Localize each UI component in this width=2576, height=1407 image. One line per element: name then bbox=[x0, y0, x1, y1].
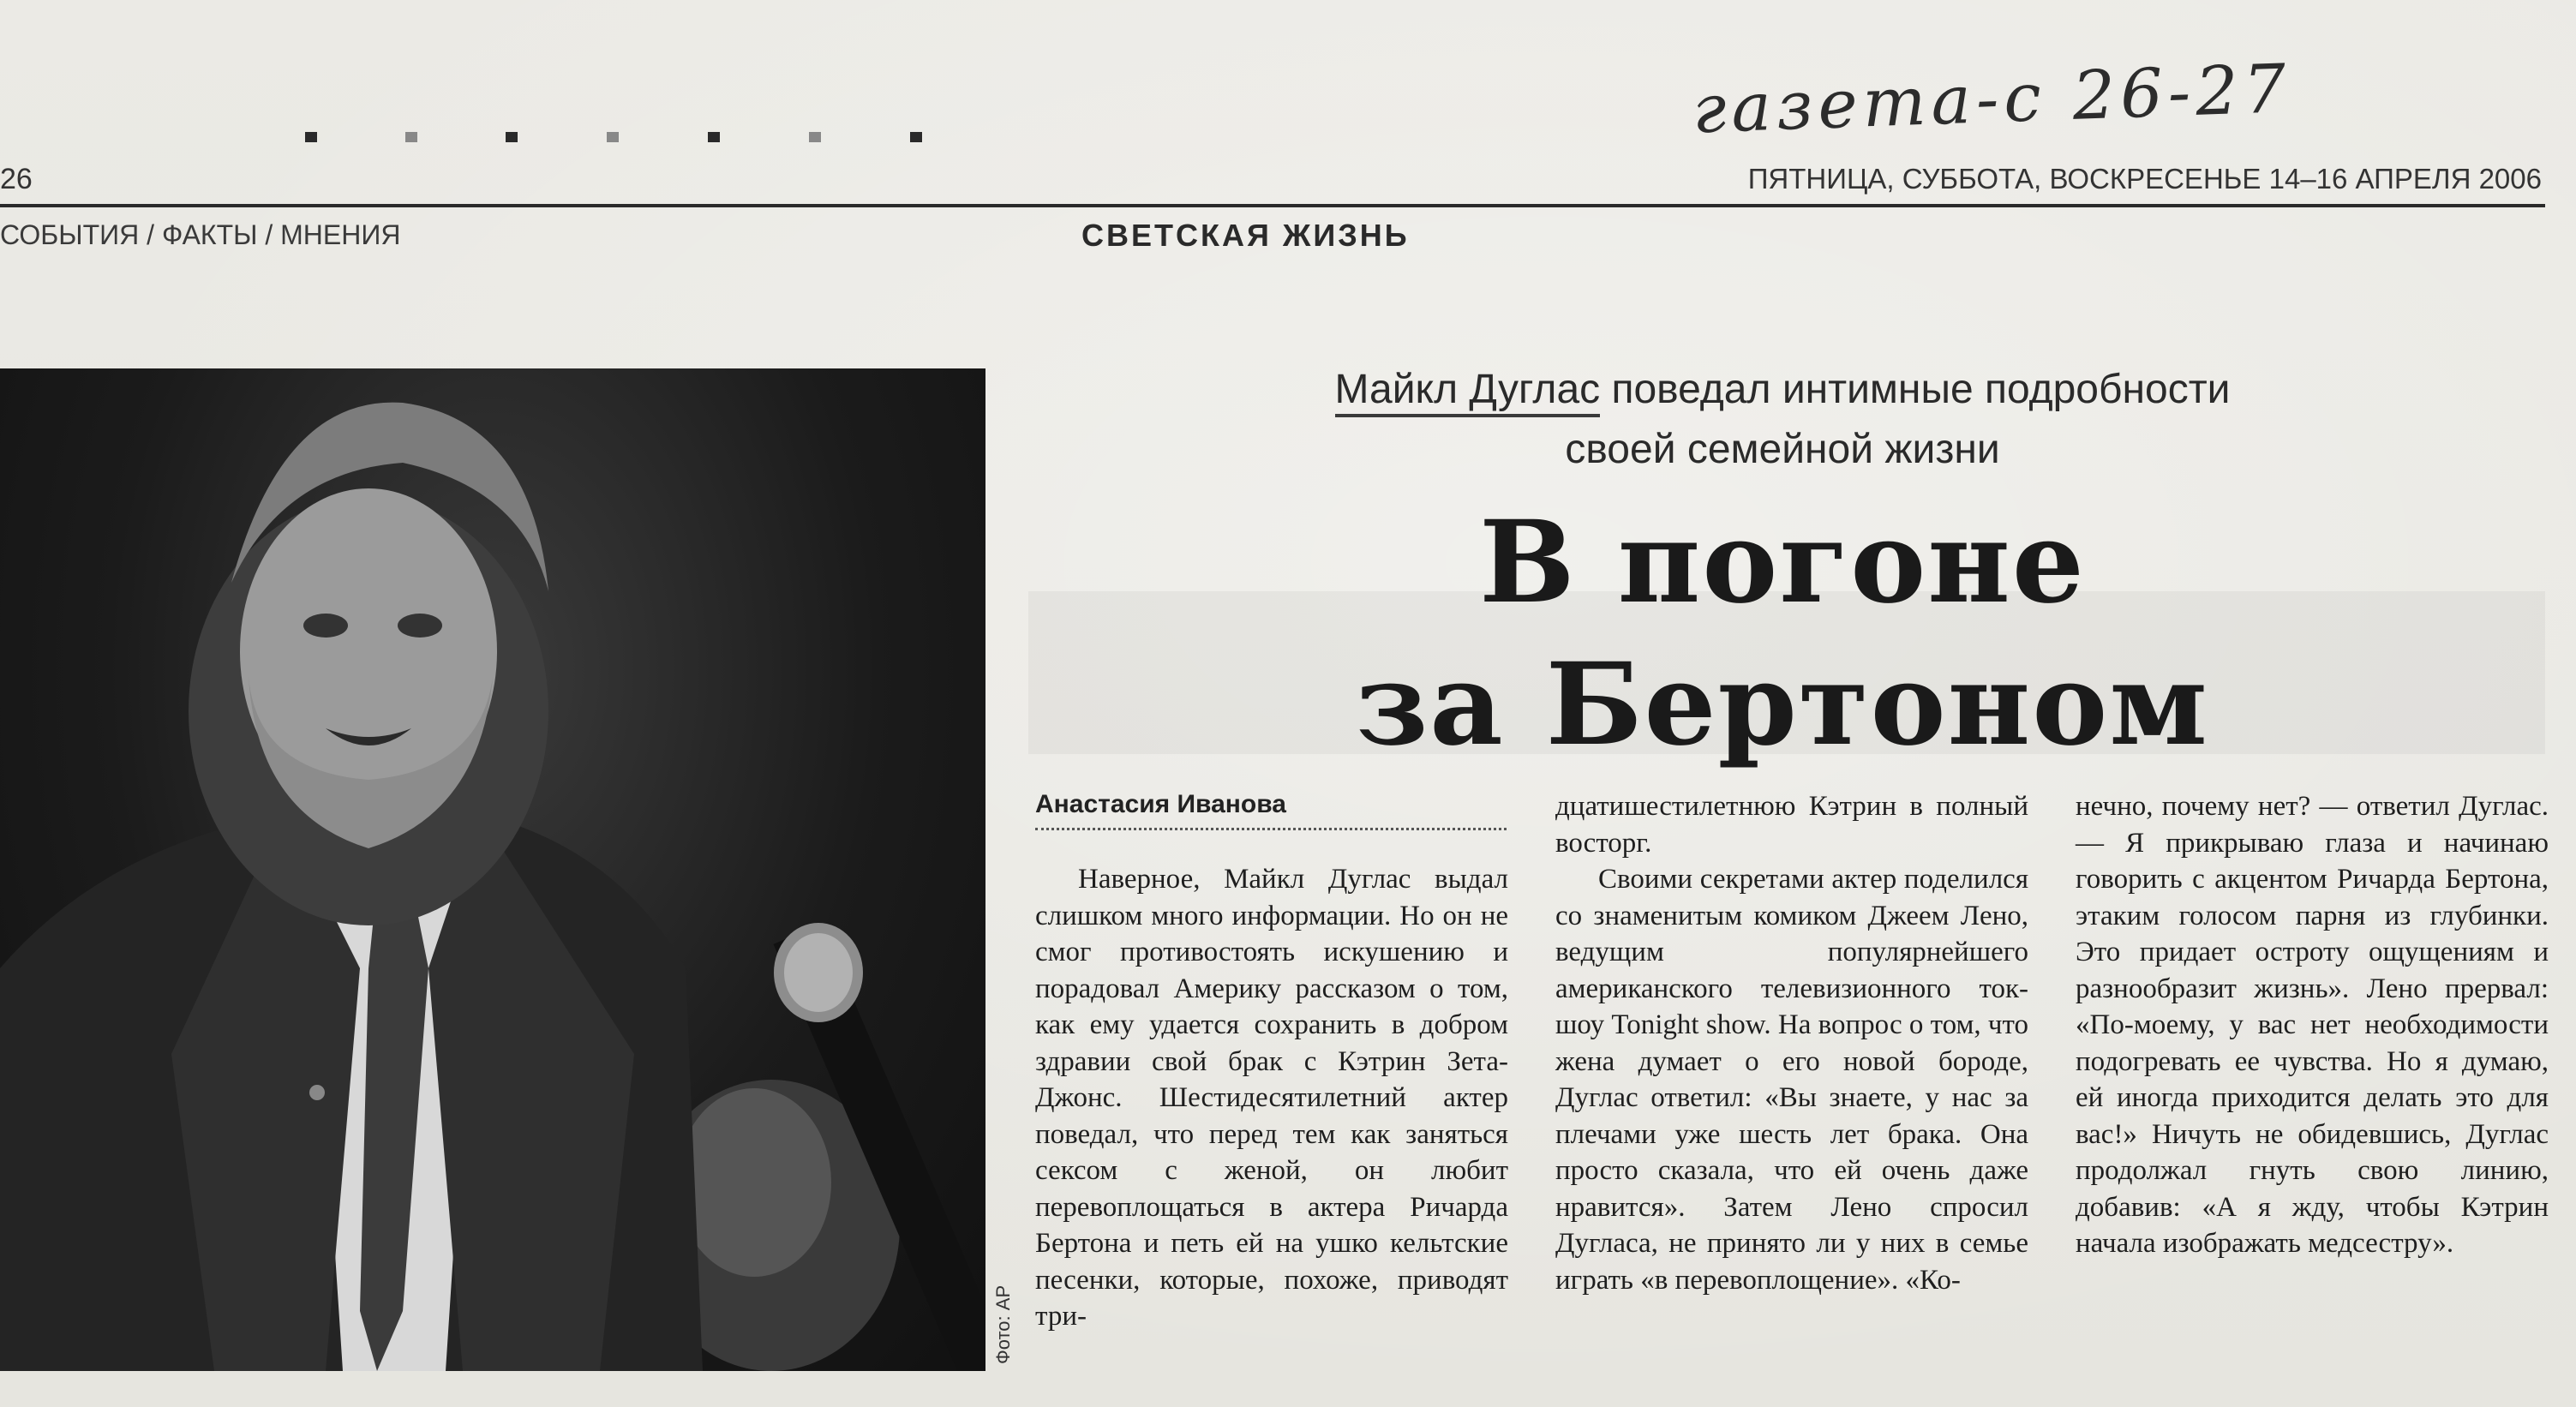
dot bbox=[910, 132, 922, 142]
dot bbox=[708, 132, 720, 142]
dot bbox=[305, 132, 317, 142]
headline-lead-name: Майкл Дуглас bbox=[1335, 367, 1601, 417]
article-photo bbox=[0, 368, 985, 1371]
header-rule bbox=[0, 204, 2545, 207]
headline-main bbox=[1033, 492, 2532, 776]
headline-main-line1: В погоне bbox=[1479, 496, 2086, 629]
article-column-3 bbox=[2076, 788, 2549, 1262]
headline-main-line2: за Бертоном bbox=[1356, 638, 2209, 771]
dot bbox=[405, 132, 417, 142]
article-column-2 bbox=[1555, 788, 2028, 1298]
headline-lead bbox=[1033, 360, 2532, 480]
portrait-illustration bbox=[0, 368, 985, 1371]
section-label: СОБЫТИЯ / ФАКТЫ / МНЕНИЯ bbox=[0, 219, 401, 250]
dot bbox=[809, 132, 821, 142]
headline-lead-rest: поведал интимные подробности bbox=[1600, 367, 2231, 412]
dateline: ПЯТНИЦА, СУББОТА, ВОСКРЕСЕНЬЕ 14–16 АПРЕЛЯ 2006 bbox=[1747, 163, 2542, 195]
dot bbox=[607, 132, 619, 142]
dot bbox=[506, 132, 518, 142]
headline-lead-line2: своей семейной жизни bbox=[1565, 427, 2000, 472]
handwritten-note: газета-с 26-27 bbox=[1691, 51, 2292, 149]
paragraph: дцатишестилетнюю Кэтрин в полный восторг. bbox=[1555, 791, 2028, 859]
byline: Анастасия Иванова bbox=[1035, 790, 1507, 830]
paragraph: Своими секретами актер поделился со знаменитым комиком Джеем Лено, ведущим популярнейшего американского телевизионного ток-шоу Tonight show. На вопрос о том, что жена думает о его новой бороде, Дуглас ответил: «Вы знаете, у нас за плечами уже шесть лет брака. Она просто сказала, что ей очень даже нравится». Затем Лено спросил Дугласа, не принято ли у них в семье играть «в перевоплощение». «Ко- bbox=[1555, 864, 2028, 1296]
photo-credit: Фото: AP bbox=[992, 1284, 1014, 1364]
article-column-1 bbox=[1035, 861, 1508, 1335]
paragraph: нечно, почему нет? — ответил Дуглас. — Я прикрываю глаза и начинаю говорить с акцентом Ричарда Бертона, этаким голосом парня из глубинки. Это придает остроту ощущениям и разнообразит жизнь». Лено прервал: «По-моему, у вас нет необходимости подогревать ее чувства. Но я думаю, ей иногда приходится делать это для вас!» Ничуть не обидевшись, Дуглас продолжал гнуть свою линию, добавив: «А я жду, чтобы Кэтрин начала изображать медсестру». bbox=[2076, 791, 2549, 1259]
paragraph: Наверное, Майкл Дуглас выдал слишком много информации. Но он не смог противостоять искушению и порадовал Америку рассказом о том, как ему удается сохранить в добром здравии свой брак с Кэтрин Зета-Джонс. Шестидесятилетний актер поведал, что перед тем как заняться сексом с женой, он любит перевоплощаться в актера Ричарда Бертона и петь ей на ушко кельтские песенки, которые, похоже, приводят три- bbox=[1035, 864, 1508, 1332]
rubric-title: СВЕТСКАЯ ЖИЗНЬ bbox=[1081, 218, 1410, 253]
page-number: 26 bbox=[0, 163, 33, 195]
